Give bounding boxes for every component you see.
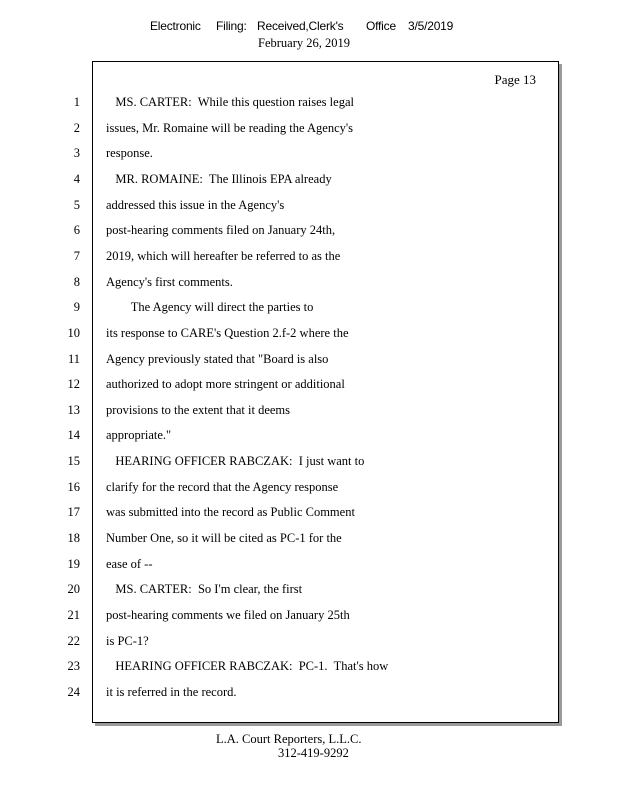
filed-date: February 26, 2019 bbox=[258, 36, 350, 50]
line-number: 13 bbox=[67, 403, 80, 417]
line-number: 24 bbox=[67, 685, 80, 699]
stamp-filing: Filing: bbox=[216, 19, 247, 33]
line-number: 5 bbox=[73, 198, 80, 212]
line-number: 9 bbox=[73, 300, 80, 314]
transcript-line: provisions to the extent that it deems bbox=[106, 403, 290, 417]
stamp-date: 3/5/2019 bbox=[408, 19, 454, 33]
line-number: 18 bbox=[67, 531, 80, 545]
line-number: 15 bbox=[67, 454, 80, 468]
transcript-line: The Agency will direct the parties to bbox=[106, 300, 314, 314]
footer-company: L.A. Court Reporters, L.L.C. bbox=[216, 732, 362, 746]
transcript-page-frame bbox=[92, 61, 559, 723]
transcript-line: its response to CARE's Question 2.f-2 where the bbox=[106, 326, 349, 340]
transcript-line: addressed this issue in the Agency's bbox=[106, 198, 285, 212]
stamp-electronic: Electronic bbox=[150, 19, 201, 33]
transcript-line: issues, Mr. Romaine will be reading the Agency's bbox=[106, 121, 354, 135]
line-number: 3 bbox=[73, 146, 80, 160]
transcript-line: it is referred in the record. bbox=[106, 685, 237, 699]
transcript-line: 2019, which will hereafter be referred to as the bbox=[106, 249, 341, 263]
line-number: 16 bbox=[67, 480, 80, 494]
transcript-line: ease of -- bbox=[106, 557, 153, 571]
transcript-line: post-hearing comments filed on January 24th, bbox=[106, 223, 336, 237]
transcript-line: response. bbox=[106, 146, 153, 160]
transcript-line: HEARING OFFICER RABCZAK: PC-1. That's how bbox=[106, 659, 389, 673]
transcript-line: post-hearing comments we filed on January 25th bbox=[106, 608, 350, 622]
line-number: 7 bbox=[73, 249, 80, 263]
line-number: 11 bbox=[67, 352, 80, 366]
transcript-line: MS. CARTER: So I'm clear, the first bbox=[106, 582, 303, 596]
line-number: 2 bbox=[73, 121, 80, 135]
line-number: 12 bbox=[67, 377, 80, 391]
line-number: 21 bbox=[67, 608, 80, 622]
transcript-line: Agency's first comments. bbox=[106, 275, 233, 289]
stamp-received-clerks: Received,Clerk's bbox=[257, 19, 344, 33]
transcript-line: was submitted into the record as Public Comment bbox=[106, 505, 355, 519]
line-number: 19 bbox=[67, 557, 80, 571]
line-number: 6 bbox=[73, 223, 80, 237]
transcript-line: authorized to adopt more stringent or additional bbox=[106, 377, 345, 391]
line-number: 22 bbox=[67, 634, 80, 648]
line-number: 14 bbox=[67, 428, 80, 442]
transcript-line: HEARING OFFICER RABCZAK: I just want to bbox=[106, 454, 365, 468]
line-number: 4 bbox=[73, 172, 80, 186]
footer-phone: 312-419-9292 bbox=[278, 746, 349, 760]
transcript-line: Agency previously stated that "Board is also bbox=[106, 352, 329, 366]
transcript-line: MS. CARTER: While this question raises legal bbox=[106, 95, 354, 109]
line-number: 10 bbox=[67, 326, 80, 340]
page-number: Page 13 bbox=[494, 72, 536, 87]
line-number: 20 bbox=[67, 582, 80, 596]
line-number: 23 bbox=[67, 659, 80, 673]
transcript-line: MR. ROMAINE: The Illinois EPA already bbox=[106, 172, 332, 186]
transcript-line: appropriate." bbox=[106, 428, 172, 442]
line-number: 17 bbox=[67, 505, 80, 519]
stamp-office: Office bbox=[366, 19, 396, 33]
line-number: 1 bbox=[73, 95, 80, 109]
transcript-line: Number One, so it will be cited as PC-1 for the bbox=[106, 531, 342, 545]
transcript-line: is PC-1? bbox=[106, 634, 149, 648]
line-number: 8 bbox=[73, 275, 80, 289]
transcript-line: clarify for the record that the Agency response bbox=[106, 480, 339, 494]
